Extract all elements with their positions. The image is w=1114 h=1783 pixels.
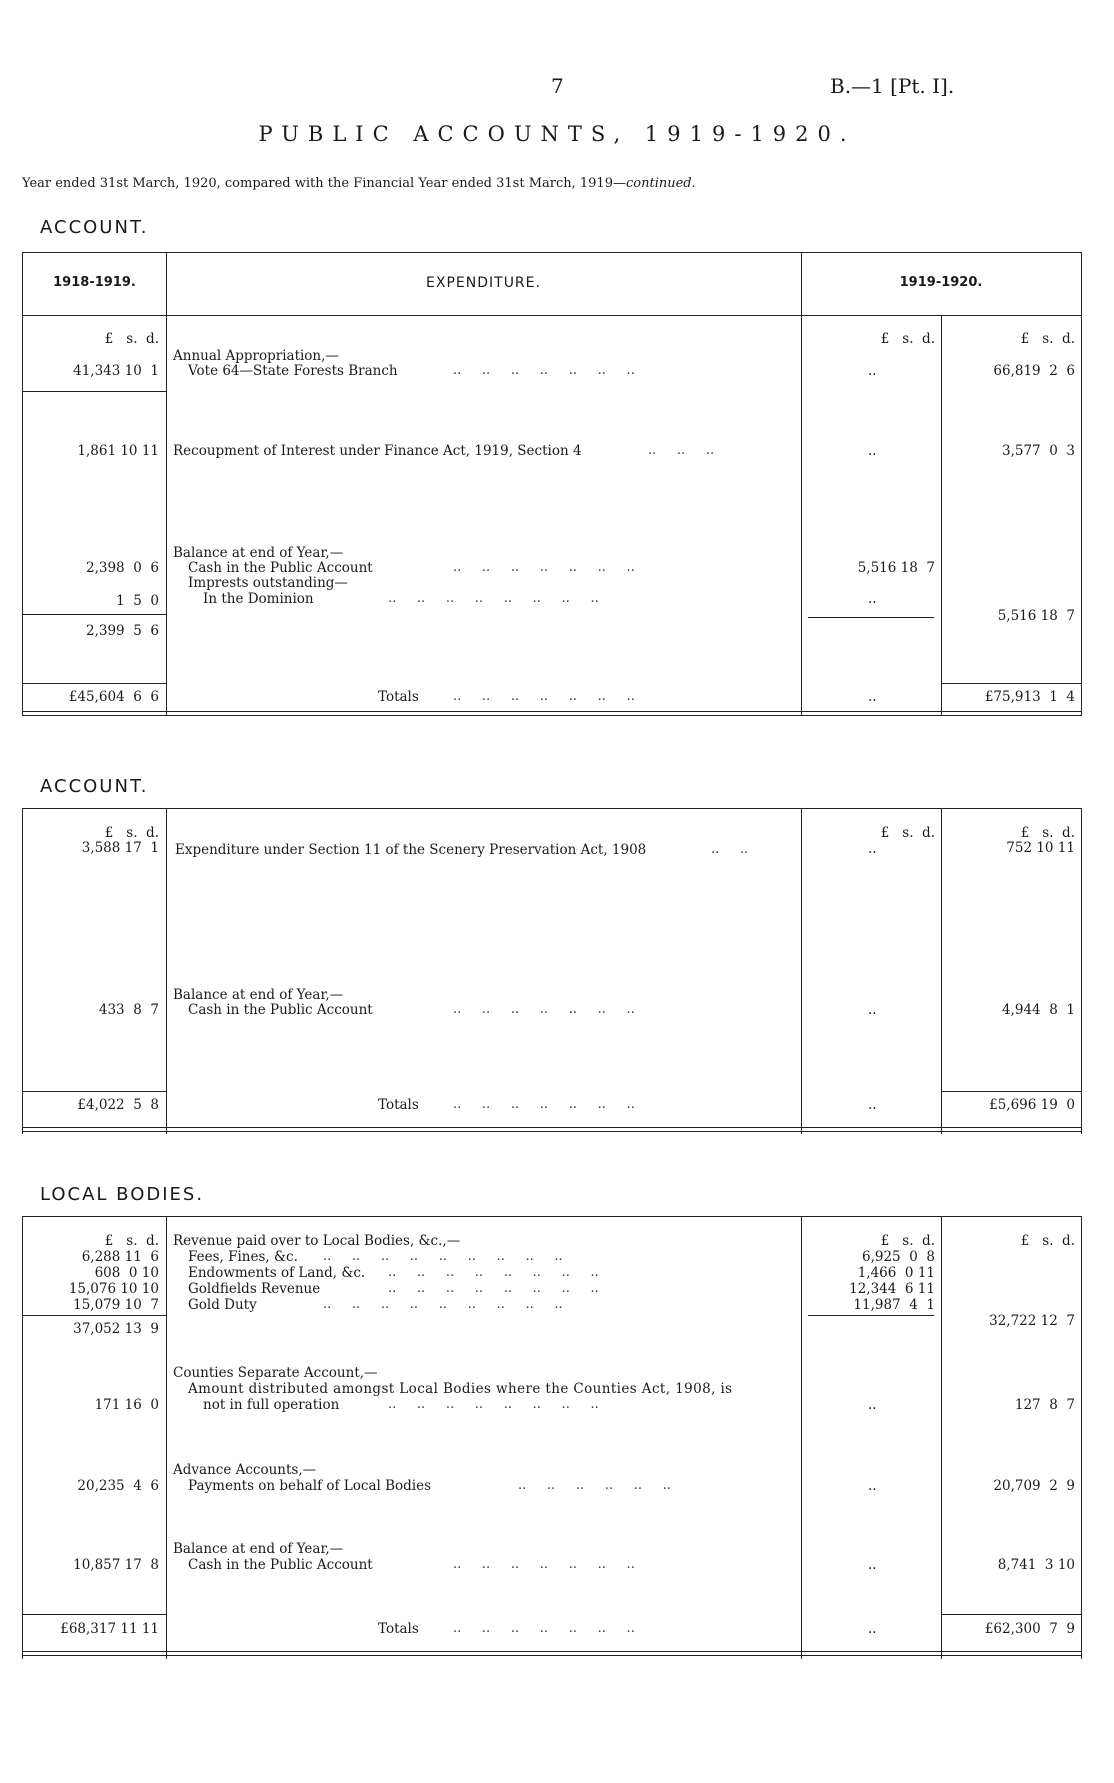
mid-value: 11,987 4 1	[853, 1297, 935, 1313]
section2-heading: ACCOUNT.	[40, 776, 149, 797]
row-title: Balance at end of Year,—	[173, 987, 344, 1003]
row-label: Imprests outstanding—	[188, 575, 348, 591]
unit-label: £ s. d.	[1020, 331, 1075, 347]
mid-value: ..	[868, 1478, 877, 1494]
row-title: Advance Accounts,—	[173, 1462, 317, 1478]
unit-label: £ s. d.	[880, 331, 935, 347]
mid-value: 12,344 6 11	[849, 1281, 935, 1297]
row-label: not in full operation	[203, 1397, 340, 1413]
column-divider	[941, 809, 942, 1134]
row-label: Fees, Fines, &c.	[188, 1249, 298, 1265]
totals-rule	[23, 1614, 166, 1615]
subtotal-rule	[23, 1315, 166, 1316]
leader-dots: .. .. .. .. .. .. ..	[453, 560, 635, 575]
row-label: Cash in the Public Account	[188, 560, 373, 576]
section1-heading: ACCOUNT.	[40, 217, 149, 238]
col-header-expenditure: EXPENDITURE.	[426, 275, 541, 291]
curr-total: £75,913 1 4	[984, 689, 1075, 705]
prev-value: 15,076 10 10	[68, 1281, 159, 1297]
section1-table	[22, 252, 1082, 716]
mid-value: 1,466 0 11	[857, 1265, 935, 1281]
row-label: Cash in the Public Account	[188, 1557, 373, 1573]
prev-total: £4,022 5 8	[77, 1097, 159, 1113]
row-title: Balance at end of Year,—	[173, 545, 344, 561]
mid-value: ..	[868, 1397, 877, 1413]
header-rule	[23, 315, 1081, 316]
column-divider	[166, 1217, 167, 1659]
unit-label: £ s. d.	[104, 331, 159, 347]
curr-value: 3,577 0 3	[1002, 443, 1075, 459]
prev-value: 20,235 4 6	[77, 1478, 159, 1494]
row-label: Recoupment of Interest under Finance Act, 1919, Section 4	[173, 443, 582, 459]
leader-dots: .. .. .. .. .. .. .. ..	[388, 1397, 599, 1412]
row-label: Expenditure under Section 11 of the Scenery Preservation Act, 1908	[175, 842, 647, 858]
leader-dots: .. .. .. .. .. .. ..	[453, 689, 635, 704]
totals-rule	[941, 683, 1081, 684]
table-bottom-rule	[23, 1651, 1081, 1656]
curr-value: 66,819 2 6	[993, 363, 1075, 379]
prev-value: 6,288 11 6	[81, 1249, 159, 1265]
row-title: Counties Separate Account,—	[173, 1365, 378, 1381]
mid-total: ..	[868, 1621, 877, 1637]
row-label: Cash in the Public Account	[188, 1002, 373, 1018]
col-header-1919: 1919-1920.	[899, 275, 983, 290]
curr-value: 4,944 8 1	[1002, 1002, 1075, 1018]
leader-dots: .. .. .. .. .. .. .. .. ..	[323, 1297, 563, 1312]
prev-subtotal: 37,052 13 9	[73, 1321, 159, 1337]
curr-value: 752 10 11	[1006, 840, 1075, 856]
mid-value: ..	[868, 363, 877, 379]
mid-value: ..	[868, 443, 877, 459]
leader-dots: .. .. .. .. .. .. .. ..	[388, 591, 599, 606]
subtotal-rule	[808, 1315, 934, 1316]
prev-value: 3,588 17 1	[81, 840, 159, 856]
leader-dots: .. .. .. .. .. .. ..	[453, 1097, 635, 1112]
row-title: Revenue paid over to Local Bodies, &c.,—	[173, 1233, 461, 1249]
totals-rule	[941, 1614, 1081, 1615]
mid-value: 5,516 18 7	[857, 560, 935, 576]
prev-total: £45,604 6 6	[68, 689, 159, 705]
leader-dots: .. .. .. .. .. .. .. ..	[388, 1281, 599, 1296]
totals-label: Totals	[378, 1097, 419, 1113]
prev-value: 608 0 10	[94, 1265, 159, 1281]
column-divider	[941, 1217, 942, 1659]
section2-table	[22, 808, 1082, 1134]
prev-value: 1 5 0	[116, 593, 159, 609]
prev-value: 171 16 0	[94, 1397, 159, 1413]
totals-label: Totals	[378, 1621, 419, 1637]
row-label: Goldfields Revenue	[188, 1281, 321, 1297]
curr-total: £5,696 19 0	[989, 1097, 1075, 1113]
mid-total: ..	[868, 689, 877, 705]
mid-value: ..	[868, 1557, 877, 1573]
subtitle-main: Year ended 31st March, 1920, compared with the Financial Year ended 31st March, 1919	[22, 176, 613, 191]
totals-rule	[23, 683, 166, 684]
unit-label: £ s. d.	[1020, 825, 1075, 841]
row-label: Gold Duty	[188, 1297, 257, 1313]
column-divider	[166, 809, 167, 1134]
leader-dots: .. .. .. .. .. .. .. .. ..	[323, 1249, 563, 1264]
page-subtitle	[22, 176, 696, 191]
row-title: Annual Appropriation,—	[173, 348, 339, 364]
subtotal-rule	[808, 617, 934, 618]
leader-dots: .. .. .. .. .. .. .. ..	[388, 1265, 599, 1280]
row-label: In the Dominion	[203, 591, 314, 607]
page-number: 7	[551, 74, 564, 98]
totals-rule	[23, 1091, 166, 1092]
curr-value: 5,516 18 7	[997, 608, 1075, 624]
unit-label: £ s. d.	[880, 825, 935, 841]
col-header-1918: 1918-1919.	[53, 275, 136, 290]
row-label: Payments on behalf of Local Bodies	[188, 1478, 432, 1494]
mid-total: ..	[868, 1097, 877, 1113]
prev-value: 15,079 10 7	[73, 1297, 159, 1313]
column-divider	[801, 809, 802, 1134]
row-label: Endowments of Land, &c.	[188, 1265, 366, 1281]
totals-label: Totals	[378, 689, 419, 705]
row-label: Vote 64—State Forests Branch	[188, 363, 398, 379]
unit-label: £ s. d.	[1020, 1233, 1075, 1249]
mid-value: ..	[868, 841, 877, 857]
mid-value: ..	[868, 591, 877, 607]
curr-value: 8,741 3 10	[997, 1557, 1075, 1573]
leader-dots: .. .. .. .. .. .. ..	[453, 1557, 635, 1572]
leader-dots: .. .. ..	[648, 443, 715, 458]
curr-value: 32,722 12 7	[989, 1313, 1075, 1329]
leader-dots: .. .. .. .. .. .. ..	[453, 1002, 635, 1017]
leader-dots: .. .. .. .. .. .. ..	[453, 363, 635, 378]
curr-value: 127 8 7	[1014, 1397, 1075, 1413]
unit-label: £ s. d.	[104, 1233, 159, 1249]
unit-label: £ s. d.	[880, 1233, 935, 1249]
prev-value: 1,861 10 11	[77, 443, 159, 459]
column-divider	[801, 253, 802, 716]
prev-value: 2,398 0 6	[86, 560, 159, 576]
curr-value: 20,709 2 9	[993, 1478, 1075, 1494]
mid-value: ..	[868, 1002, 877, 1018]
curr-total: £62,300 7 9	[984, 1621, 1075, 1637]
subtitle-continued: —continued.	[612, 176, 696, 191]
section3-heading: LOCAL BODIES.	[40, 1184, 205, 1205]
document-reference: B.—1 [Pt. I].	[830, 74, 955, 98]
prev-total: £68,317 11 11	[60, 1621, 159, 1637]
table-bottom-rule	[23, 1127, 1081, 1132]
row-label: Amount distributed amongst Local Bodies where the Counties Act, 1908, is	[188, 1381, 733, 1397]
totals-rule	[941, 1091, 1081, 1092]
row-title: Balance at end of Year,—	[173, 1541, 344, 1557]
leader-dots: .. .. .. .. .. ..	[518, 1478, 671, 1493]
unit-label: £ s. d.	[104, 825, 159, 841]
prev-value: 41,343 10 1	[73, 363, 159, 379]
prev-value: 433 8 7	[98, 1002, 159, 1018]
row-rule	[23, 391, 166, 392]
leader-dots: .. .. .. .. .. .. ..	[453, 1621, 635, 1636]
column-divider	[166, 253, 167, 716]
page-title: PUBLIC ACCOUNTS, 1919-1920.	[258, 122, 856, 146]
mid-value: 6,925 0 8	[862, 1249, 935, 1265]
prev-value: 10,857 17 8	[73, 1557, 159, 1573]
section3-table	[22, 1216, 1082, 1659]
prev-subtotal: 2,399 5 6	[86, 623, 159, 639]
leader-dots: .. ..	[711, 842, 749, 857]
subtotal-rule	[23, 614, 166, 615]
table-bottom-rule	[23, 711, 1081, 716]
